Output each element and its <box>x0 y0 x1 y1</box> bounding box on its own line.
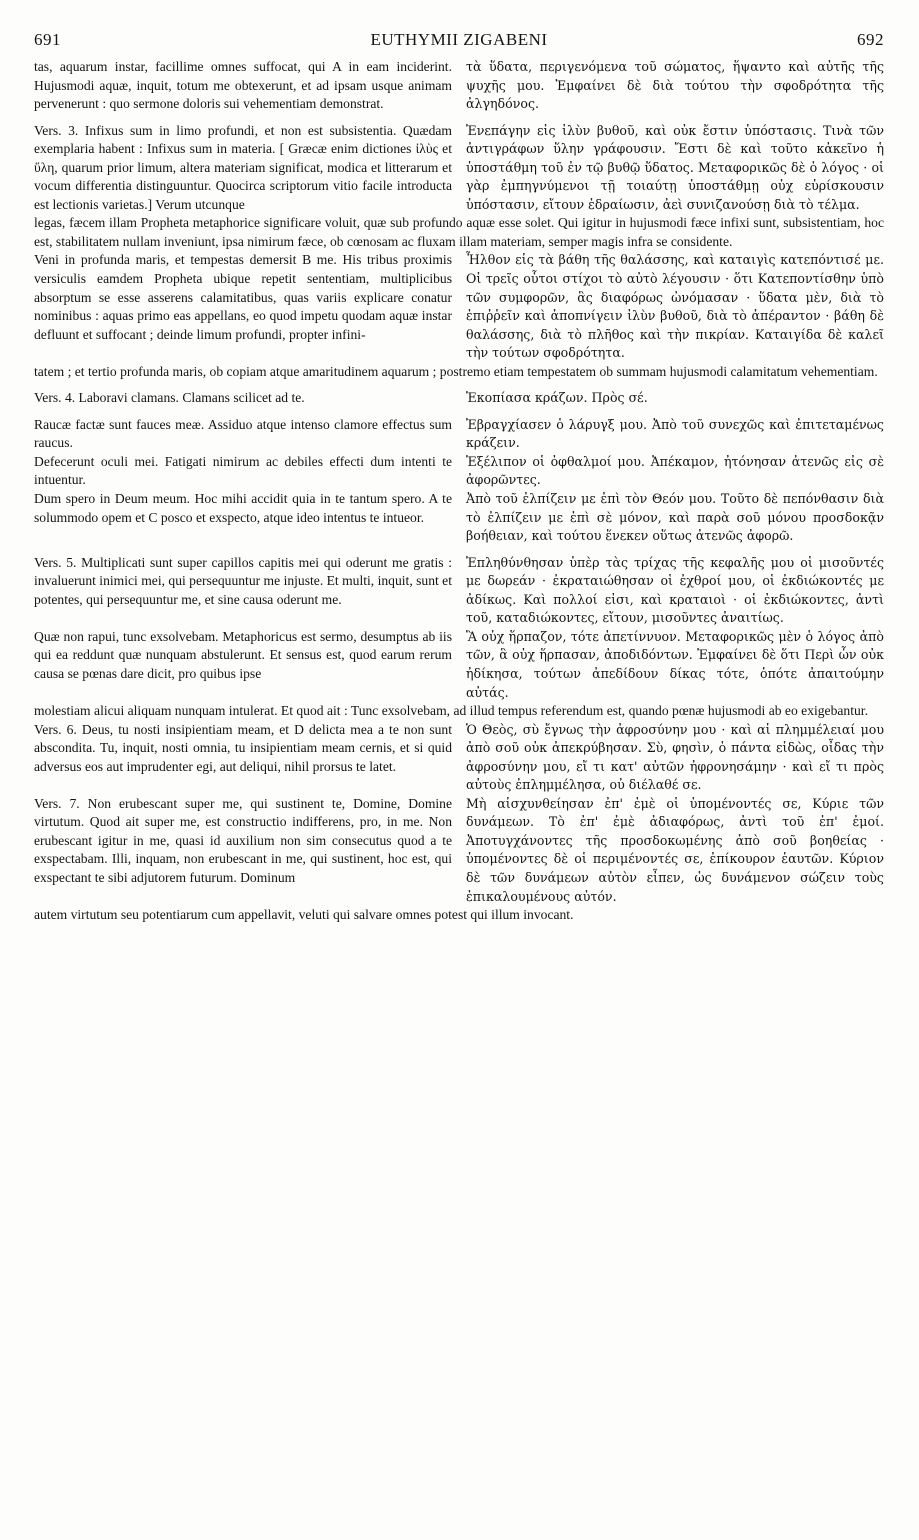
latin-paragraph: Raucæ factæ sunt fauces meæ. Assiduo atque intenso clamore effectus sum raucus. <box>34 416 452 451</box>
latin-paragraph: Vers. 3. Infixus sum in limo profundi, et non est subsistentia. Quædam exemplaria habent : Infixus sum in materia. [ Græcæ enim dictiones ἰλὺς et ὕλη, quarum prior limum, altera materiam significat, modica et litterarum et vocum differentia distinguuntur. Quocirca scriptorum vitio facile introducta est lectionis varietas.] Verum utcunque <box>34 122 452 212</box>
greek-paragraph: Ἃ οὐχ ἥρπαζον, τότε ἀπετίννυον. Μεταφορικῶς μὲν ὁ λόγος ἀπὸ τῶν, ἃ οὐχ ἥρπασαν, ἀποδιδόντων. Ἐμφαίνει δὲ ὅτι Περὶ ὧν οὐκ ἠδίκησα, τούτων ἀπεδίδουν δίκας τότε, ὁπότε ἀπαιτούμην αὐτάς. <box>466 628 884 700</box>
greek-paragraph: τὰ ὕδατα, περιγενόμενα τοῦ σώματος, ἥψαντο καὶ αὐτῆς τῆς ψυχῆς μου. Ἐμφαίνει δὲ διὰ τούτου τὴν σφοδρότητα τῆς ἀλγηδόνος. <box>466 59 884 112</box>
latin-paragraph: tas, aquarum instar, facillime omnes suffocat, qui A in eam inciderint. Hujusmodi aquæ, inquit, totum me obtexerunt, et ad ipsam usque animam pervenerunt : quo sermone doloris sui vehementiam demonstrat. <box>34 59 452 112</box>
latin-paragraph: Quæ non rapui, tunc exsolvebam. Metaphoricus est sermo, desumptus ab iis qui ea reddunt quæ nunquam abstulerunt. Et sensus est, quod earum rerum causa se pœnas dare dicit, pro quibus ipse <box>34 628 452 681</box>
paired-paragraph <box>34 628 884 702</box>
full-width-paragraph: molestiam alicui aliquam nunquam intulerat. Et quod ait : Tunc exsolvebam, ad illud tempus referendum est, quando pœnæ hujusmodi ab eo exigebantur. <box>34 703 868 719</box>
paired-paragraph <box>34 554 884 628</box>
paired-paragraph <box>34 721 884 795</box>
greek-paragraph: Ἀπὸ τοῦ ἐλπίζειν με ἐπὶ τὸν Θεόν μου. Τοῦτο δὲ πεπόνθασιν διὰ τὸ ἐλπίζειν με ἐπὶ σὲ μόνον, καὶ παρὰ σοῦ μόνου προσδοκᾷν βοήθειαν, καὶ τούτου ἕνεκεν οὕτως ἀτενῶς ἀφορῶ. <box>466 491 884 544</box>
full-width-paragraph: legas, fæcem illam Propheta metaphorice significare voluit, quæ sub profundo aquæ esse solet. Qui igitur in hujusmodi fæce infixi sunt, subsistentiam, hoc est, stabilitatem nullam inveniunt, ipsa nimirum fæce, ob cœnosam ac fluxam illam materiam, semper magis infra se considente. <box>34 215 884 249</box>
text-body <box>34 58 884 925</box>
running-title: EUTHYMII ZIGABENI <box>370 30 548 49</box>
greek-paragraph: Ἐβραγχίασεν ὁ λάρυγξ μου. Ἀπὸ τοῦ συνεχῶς καὶ ἐπιτεταμένως κράζειν. <box>466 416 884 451</box>
paired-paragraph <box>34 795 884 906</box>
paired-paragraph <box>34 58 884 114</box>
full-width-paragraph: autem virtutum seu potentiarum cum appellavit, veluti qui salvare omnes potest qui illum invocant. <box>34 907 574 923</box>
paired-paragraph <box>34 251 884 362</box>
latin-paragraph: Vers. 7. Non erubescant super me, qui sustinent te, Domine, Domine virtutum. Quod ait super me, est constructio indifferens, pro, in me. Non erubescant igitur in me, quasi id auxilium non sim consecutus quod a te exspectabam. Illi, inquam, non erubescant in me, qui sustinent, hoc est, qui exspectant te sibi adjutorem futurum. Dominum <box>34 795 452 885</box>
greek-paragraph: Ὁ Θεὸς, σὺ ἔγνως τὴν ἀφροσύνην μου · καὶ αἱ πλημμέλειαί μου ἀπὸ σοῦ οὐκ ἀπεκρύβησαν. Σὺ, φησὶν, ὁ πάντα εἰδὼς, οἶδας τὴν ἀφροσύνην μου, εἴ τι κατ' αὐτῶν ἠφρονησάμην · καὶ εἴ τι πρὸς αὐτοὺς ἐπλημμέλησα, οὐ διέλαθέ σε. <box>466 721 884 793</box>
page-number-left: 691 <box>34 30 61 49</box>
paired-paragraph <box>34 453 884 490</box>
latin-paragraph: Veni in profunda maris, et tempestas demersit B me. His tribus proximis versiculis eamdem Propheta ubique repetit sententiam, multiplicibus absorptum se esse asserens calamitatibus, quas variis explicare conatur nominibus : aquas primo eas appellans, eo quod impetu quodam aquæ instar defluunt et suffocant ; deinde limum profundi, propter infini- <box>34 252 452 342</box>
greek-paragraph: Ἐκοπίασα κράζων. Πρὸς σέ. <box>466 390 648 406</box>
paired-paragraph <box>34 490 884 546</box>
greek-paragraph: Ἦλθον εἰς τὰ βάθη τῆς θαλάσσης, καὶ καταιγὶς κατεπόντισέ με. Οἱ τρεῖς οὗτοι στίχοι τὸ αὐτὸ λέγουσιν · ὅτι Κατεποντίσθην ὑπὸ τῶν συμφορῶν, ἃς διαφόρως ὠνόμασαν · ὕδατα μὲν, διὰ τὸ ἐπιῤῥεῖν καὶ ἀποπνίγειν ἰλὺν βυθοῦ, διὰ τὸ ἀπέραντον · βάθη δὲ θαλάσσης, διὰ τὸ πλῆθος καὶ τὴν πικρίαν. Καταιγίδα δὲ καλεῖ τὴν τούτων σφοδρότητα. <box>466 252 884 361</box>
paired-paragraph <box>34 416 884 453</box>
greek-paragraph: Μὴ αἰσχυνθείησαν ἐπ' ἐμὲ οἱ ὑπομένοντές σε, Κύριε τῶν δυνάμεων. Τὸ ἐπ' ἐμὲ ἀδιαφόρως, ἀντὶ τοῦ ἐπ' ἐμοί. Ἀποτυγχάνοντες τῆς προσδοκωμένης ἀπὸ σοῦ βοηθείας · ὑπομένοντες δὲ οἱ περιμένοντές σε, ἐπίκουρον ἑαυτῶν. Κύριον δὲ τῶν δυνάμεων αὐτὸν εἶπεν, ὡς δυνάμενον σώζειν τοὺς ἐπικαλουμένους αὐτόν. <box>466 795 884 904</box>
latin-paragraph: Defecerunt oculi mei. Fatigati nimirum ac debiles effecti dum intenti te intuentur. <box>34 453 452 488</box>
latin-paragraph: Vers. 6. Deus, tu nosti insipientiam meam, et D delicta mea a te non sunt abscondita. Tu, inquit, nosti omnia, tu insipientiam meam cernis, et si quid adversus eos aut imprudenter egi, aut deliqui, nihil prorsus te latet. <box>34 721 452 774</box>
greek-paragraph: Ἐπληθύνθησαν ὑπὲρ τὰς τρίχας τῆς κεφαλῆς μου οἱ μισοῦντές με δωρεάν · ἐκραταιώθησαν οἱ ἐχθροί μου, οἱ ἐκδιώκοντές με ἀδίκως. Καὶ πολλοί εἰσι, καὶ κραταιοὶ · οἱ ἐκδιώκοντες, ἀντὶ τοῦ, καταδιώκοντες, εἴτουν, μισοῦντες ἀναιτίως. <box>466 554 884 626</box>
running-header <box>34 30 884 54</box>
latin-paragraph: Dum spero in Deum meum. Hoc mihi accidit quia in te tantum spero. A te solummodo opem et C posco et exspecto, atque ideo intentus te intueor. <box>34 491 452 525</box>
paired-paragraph <box>34 122 884 215</box>
paired-paragraph <box>34 389 884 408</box>
latin-paragraph: Vers. 4. Laboravi clamans. Clamans scilicet ad te. <box>34 390 305 406</box>
full-width-paragraph: tatem ; et tertio profunda maris, ob copiam atque amaritudinem aquarum ; postremo etiam tempestatem ob summam hujusmodi calamitatum vehementiam. <box>34 363 878 379</box>
greek-paragraph: Ἐξέλιπον οἱ ὀφθαλμοί μου. Ἀπέκαμον, ἠτόνησαν ἀτενῶς εἰς σὲ ἀφορῶντες. <box>466 453 884 488</box>
greek-paragraph: Ἐνεπάγην εἰς ἰλὺν βυθοῦ, καὶ οὐκ ἔστιν ὑπόστασις. Τινὰ τῶν ἀντιγράφων ὕλην γράφουσιν. Ἔστι δὲ καὶ τοῦτο κἀκεῖνο ἡ ὑποστάθμη τοῦ ἐν τῷ βυθῷ ὕδατος. Μεταφορικῶς δὲ ὁ λόγος · οἱ γὰρ ἐμπηγνύμενοι τῇ τοιαύτῃ ὑποστάθμῃ οὐχ εὑρίσκουσιν ὑπόστασιν, εἴτουν ἑδραίωσιν, ἀεὶ συνιζανούσῃ διὰ τὸ τέλμα. <box>466 122 884 212</box>
document-page <box>34 30 884 1520</box>
page-number-right: 692 <box>857 30 884 49</box>
latin-paragraph: Vers. 5. Multiplicati sunt super capillos capitis mei qui oderunt me gratis : invaluerunt inimici mei, qui persequuntur me injuste. Et multi, inquit, sunt et potentes, qui persequuntur me, et sine causa oderunt me. <box>34 554 452 607</box>
